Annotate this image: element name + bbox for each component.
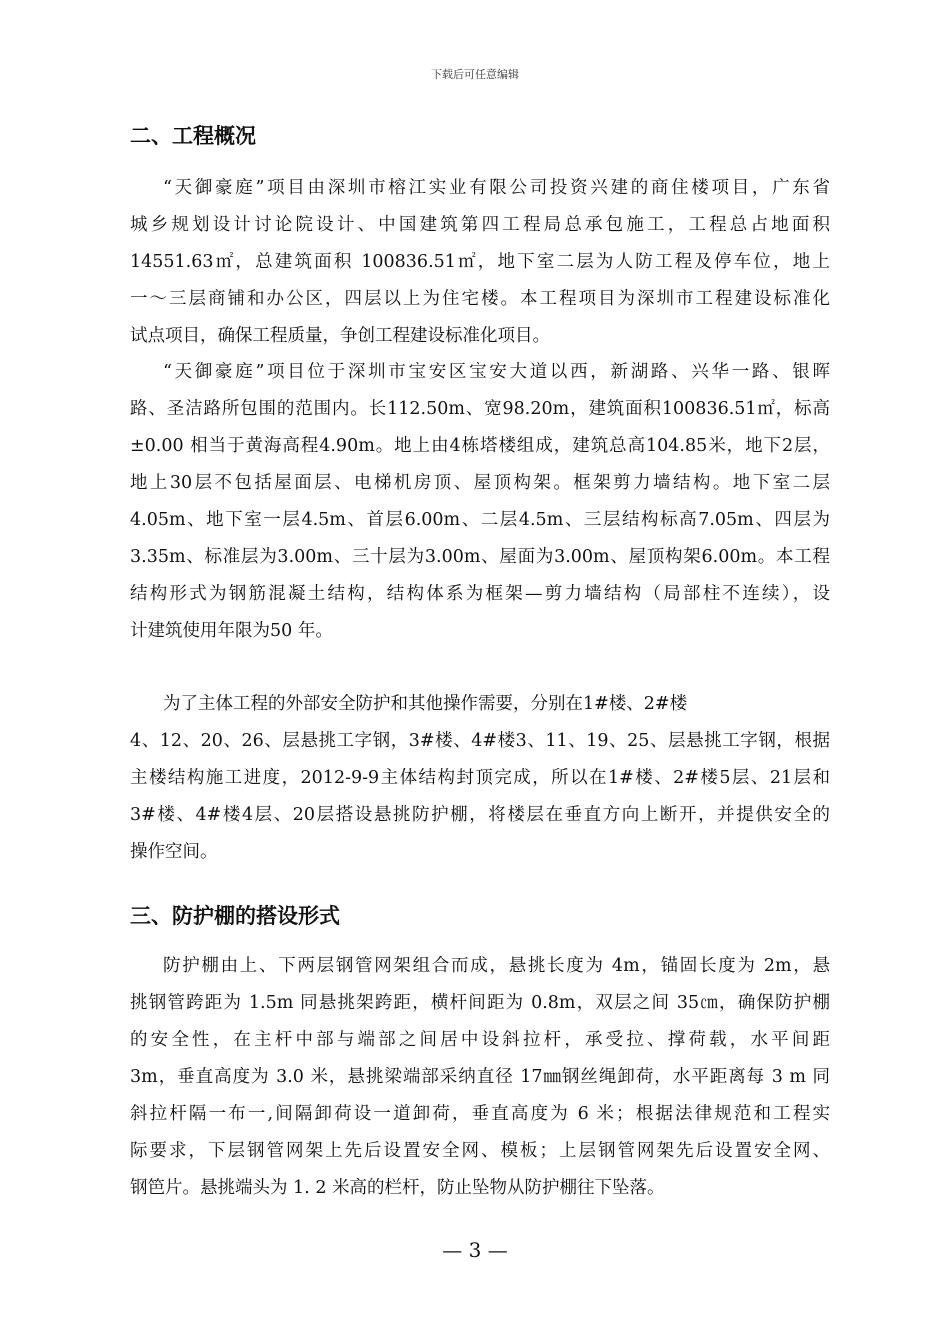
text-line: 试点项目，确保工程质量，争创工程建设标准化项目。 [130, 326, 550, 346]
text-line: 为了主体工程的外部安全防护和其他操作需要，分别在1#楼、2#楼 [163, 694, 688, 714]
text-line: “天御豪庭”项目由深圳市榕江实业有限公司投资兴建的商住楼项目，广东省 [163, 178, 830, 198]
section-heading-overview: 二、工程概况 [130, 124, 256, 148]
text-line: 主楼结构施工进度，2012-9-9主体结构封顶完成，所以在1#楼、2#楼5层、21层和 [130, 768, 830, 788]
text-line: 计建筑使用年限为50 年。 [130, 621, 333, 641]
text-line: 挑钢管跨距为 1.5m 同悬挑架跨距，横杆间距为 0.8m，双层之间 35㎝，确保防护棚 [130, 993, 830, 1013]
page-header: 下载后可任意编辑 [431, 68, 519, 81]
text-line: 结构形式为钢筋混凝土结构，结构体系为框架—剪力墙结构（局部柱不连续），设 [130, 584, 830, 604]
text-line: 的安全性，在主杆中部与端部之间居中设斜拉杆，承受拉、撑荷载，水平间距 [130, 1030, 830, 1050]
text-line: 城乡规划设计讨论院设计、中国建筑第四工程局总承包施工，工程总占地面积 [130, 215, 830, 235]
paragraph-overview-1 [130, 170, 830, 355]
text-line: 钢笆片。悬挑端头为 1. 2 米高的栏杆，防止坠物从防护棚往下坠落。 [130, 1178, 665, 1198]
text-line: 防护棚由上、下两层钢管网架组合而成，悬挑长度为 4m，锚固长度为 2m，悬 [163, 956, 830, 976]
text-line: 地上30层不包括屋面层、电梯机房顶、屋顶构架。框架剪力墙结构。地下室二层 [130, 473, 830, 493]
section-heading-shelter-form: 三、防护棚的搭设形式 [130, 904, 340, 928]
paragraph-overview-3 [130, 686, 830, 871]
page-number: — 3 — [442, 1238, 508, 1262]
text-line: 一～三层商铺和办公区，四层以上为住宅楼。本工程项目为深圳市工程建设标准化 [130, 289, 830, 309]
text-line: 路、圣洁路所包围的范围内。长112.50m、宽98.20m，建筑面积100836.51㎡，标高 [130, 399, 830, 419]
paragraph-overview-2 [130, 354, 830, 650]
text-line: 3#楼、4#楼4层、20层搭设悬挑防护棚，将楼层在垂直方向上断开，并提供安全的 [130, 805, 830, 825]
text-line: 14551.63㎡，总建筑面积 100836.51㎡，地下室二层为人防工程及停车位，地上 [130, 252, 830, 272]
text-line: 斜拉杆隔一布一,间隔卸荷设一道卸荷，垂直高度为 6 米；根据法律规范和工程实 [130, 1104, 830, 1124]
text-line: 操作空间。 [130, 842, 218, 862]
text-line: ±0.00 相当于黄海高程4.90m。地上由4栋塔楼组成，建筑总高104.85米，地下2层， [130, 436, 830, 456]
text-line: 3.35m、标准层为3.00m、三十层为3.00m、屋面为3.00m、屋顶构架6.00m。本工程 [130, 547, 830, 567]
text-line: 3m，垂直高度为 3.0 米，悬挑梁端部采纳直径 17㎜钢丝绳卸荷，水平距离每 3 m 同 [130, 1067, 830, 1087]
text-line: 4.05m、地下室一层4.5m、首层6.00m、二层4.5m、三层结构标高7.05m、四层为 [130, 510, 830, 530]
text-line: 际要求，下层钢管网架上先后设置安全网、模板；上层钢管网架先后设置安全网、 [130, 1141, 830, 1161]
text-line: “天御豪庭”项目位于深圳市宝安区宝安大道以西，新湖路、兴华一路、银晖 [163, 362, 830, 382]
text-line: 4、12、20、26、层悬挑工字钢，3#楼、4#楼3、11、19、25、层悬挑工字钢，根据 [130, 731, 830, 751]
paragraph-shelter-form [130, 948, 830, 1207]
